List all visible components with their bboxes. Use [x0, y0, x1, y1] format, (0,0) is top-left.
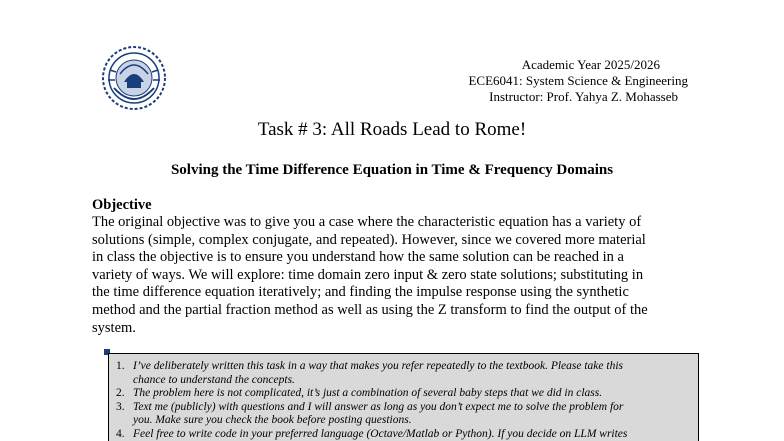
university-seal-icon [100, 44, 168, 112]
document-header [468, 57, 688, 105]
list-item [109, 428, 698, 441]
list-item-text: The problem here is not complicated, it’s just a combination of several baby steps that we did in class. [133, 387, 603, 400]
list-item-text: chance to understand the concepts. [133, 373, 295, 386]
objective-line: method and the partial fraction method as well as using the Z transform to find the output of the [92, 301, 648, 318]
course-name: ECE6041: System Science & Engineering [468, 73, 688, 88]
list-item [109, 360, 698, 387]
objective-line: The original objective was to give you a case where the characteristic equation has a variety of [92, 214, 642, 230]
list-item-text: Text me (publicly) with questions and I will answer as long as you don’t expect me to solve the problem for [133, 400, 624, 413]
objective-line: variety of ways. We will explore: time domain zero input & zero state solutions; substituting in [92, 266, 644, 283]
list-item [109, 401, 698, 428]
objective-line: system. [92, 319, 136, 336]
page-title: Task # 3: All Roads Lead to Rome! [257, 119, 527, 140]
objective-heading: Objective [92, 197, 152, 213]
academic-year: Academic Year 2025/2026 [521, 57, 660, 72]
list-item-number: 3. [116, 400, 125, 413]
list-item [109, 387, 698, 401]
objective-line: in class the objective is to ensure you understand how the same solution can be reached in a [92, 249, 624, 266]
page-subtitle: Solving the Time Difference Equation in Time & Frequency Domains [170, 162, 614, 178]
objective-paragraph [92, 214, 692, 337]
instructor-name: Instructor: Prof. Yahya Z. Mohasseb [489, 89, 678, 104]
notes-box [108, 353, 699, 441]
objective-line: the time difference equation iteratively; and finding the impulse response using the synthetic [92, 284, 629, 301]
list-item-text: you. Make sure you check the book before posting questions. [133, 414, 412, 427]
list-item-number: 2. [116, 387, 125, 400]
list-item-number: 1. [116, 360, 125, 372]
list-item-text: I’ve deliberately written this task in a way that makes you refer repeatedly to the textbook. Please take this [133, 360, 623, 372]
list-item-number: 4. [116, 427, 125, 440]
list-item-text: Feel free to write code in your preferred language (Octave/Matlab or Python). If you decide on LLM writes [133, 427, 628, 440]
objective-line: solutions (simple, complex conjugate, and repeated). However, since we covered more material [92, 231, 646, 248]
